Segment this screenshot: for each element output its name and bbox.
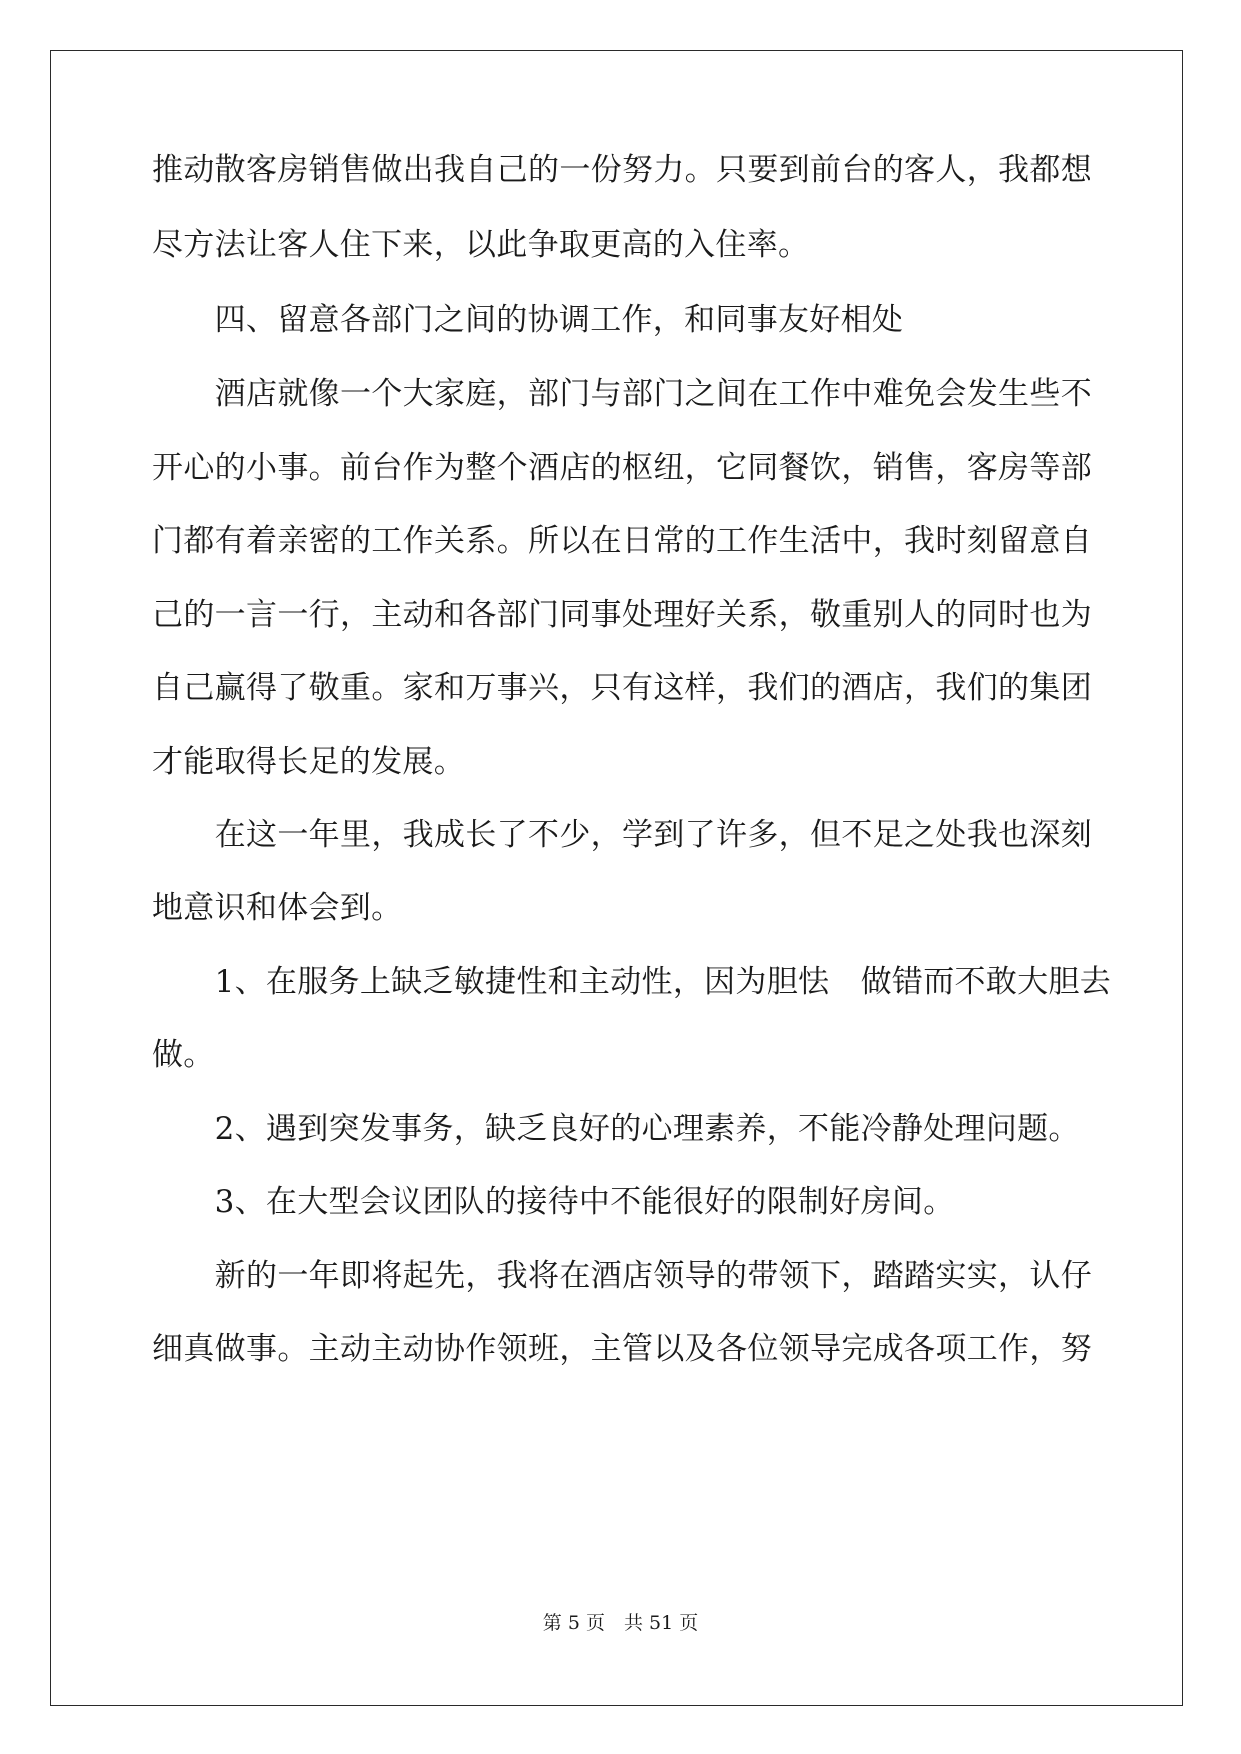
paragraph-line: 新的一年即将起先，我将在酒店领导的带领下，踏踏实实，认仔 xyxy=(152,1258,1092,1294)
section-heading: 四、留意各部门之间的协调工作，和同事友好相处 xyxy=(152,302,904,338)
paragraph-line: 门都有着亲密的工作关系。所以在日常的工作生活中，我时刻留意自 xyxy=(152,523,1092,559)
paragraph-line: 地意识和体会到。 xyxy=(152,890,403,926)
page-number: 第 5 页 共 51 页 xyxy=(542,1612,699,1634)
paragraph-line: 细真做事。主动主动协作领班，主管以及各位领导完成各项工作，努 xyxy=(152,1331,1092,1367)
list-item: 2、遇到突发事务，缺乏良好的心理素养，不能冷静处理问题。 xyxy=(152,1111,1080,1147)
paragraph-line: 在这一年里，我成长了不少，学到了许多，但不足之处我也深刻 xyxy=(152,817,1092,853)
paragraph-line: 开心的小事。前台作为整个酒店的枢纽，它同餐饮，销售，客房等部 xyxy=(152,450,1092,486)
list-item: 3、在大型会议团队的接待中不能很好的限制好房间。 xyxy=(152,1184,955,1220)
paragraph-line: 酒店就像一个大家庭，部门与部门之间在工作中难免会发生些不 xyxy=(152,376,1092,412)
paragraph-line: 才能取得长足的发展。 xyxy=(152,744,465,780)
paragraph-line: 尽方法让客人住下来，以此争取更高的入住率。 xyxy=(152,227,810,263)
list-item: 1、在服务上缺乏敏捷性和主动性，因为胆怯 做错而不敢大胆去 xyxy=(152,964,1112,1000)
page-footer xyxy=(0,1608,1241,1635)
list-item-continuation: 做。 xyxy=(152,1037,215,1073)
paragraph-line: 自己赢得了敬重。家和万事兴，只有这样，我们的酒店，我们的集团 xyxy=(152,670,1092,706)
page-border xyxy=(50,50,1183,1706)
paragraph-line: 己的一言一行，主动和各部门同事处理好关系，敬重别人的同时也为 xyxy=(152,597,1092,633)
paragraph-line: 推动散客房销售做出我自己的一份努力。只要到前台的客人，我都想 xyxy=(152,152,1092,188)
